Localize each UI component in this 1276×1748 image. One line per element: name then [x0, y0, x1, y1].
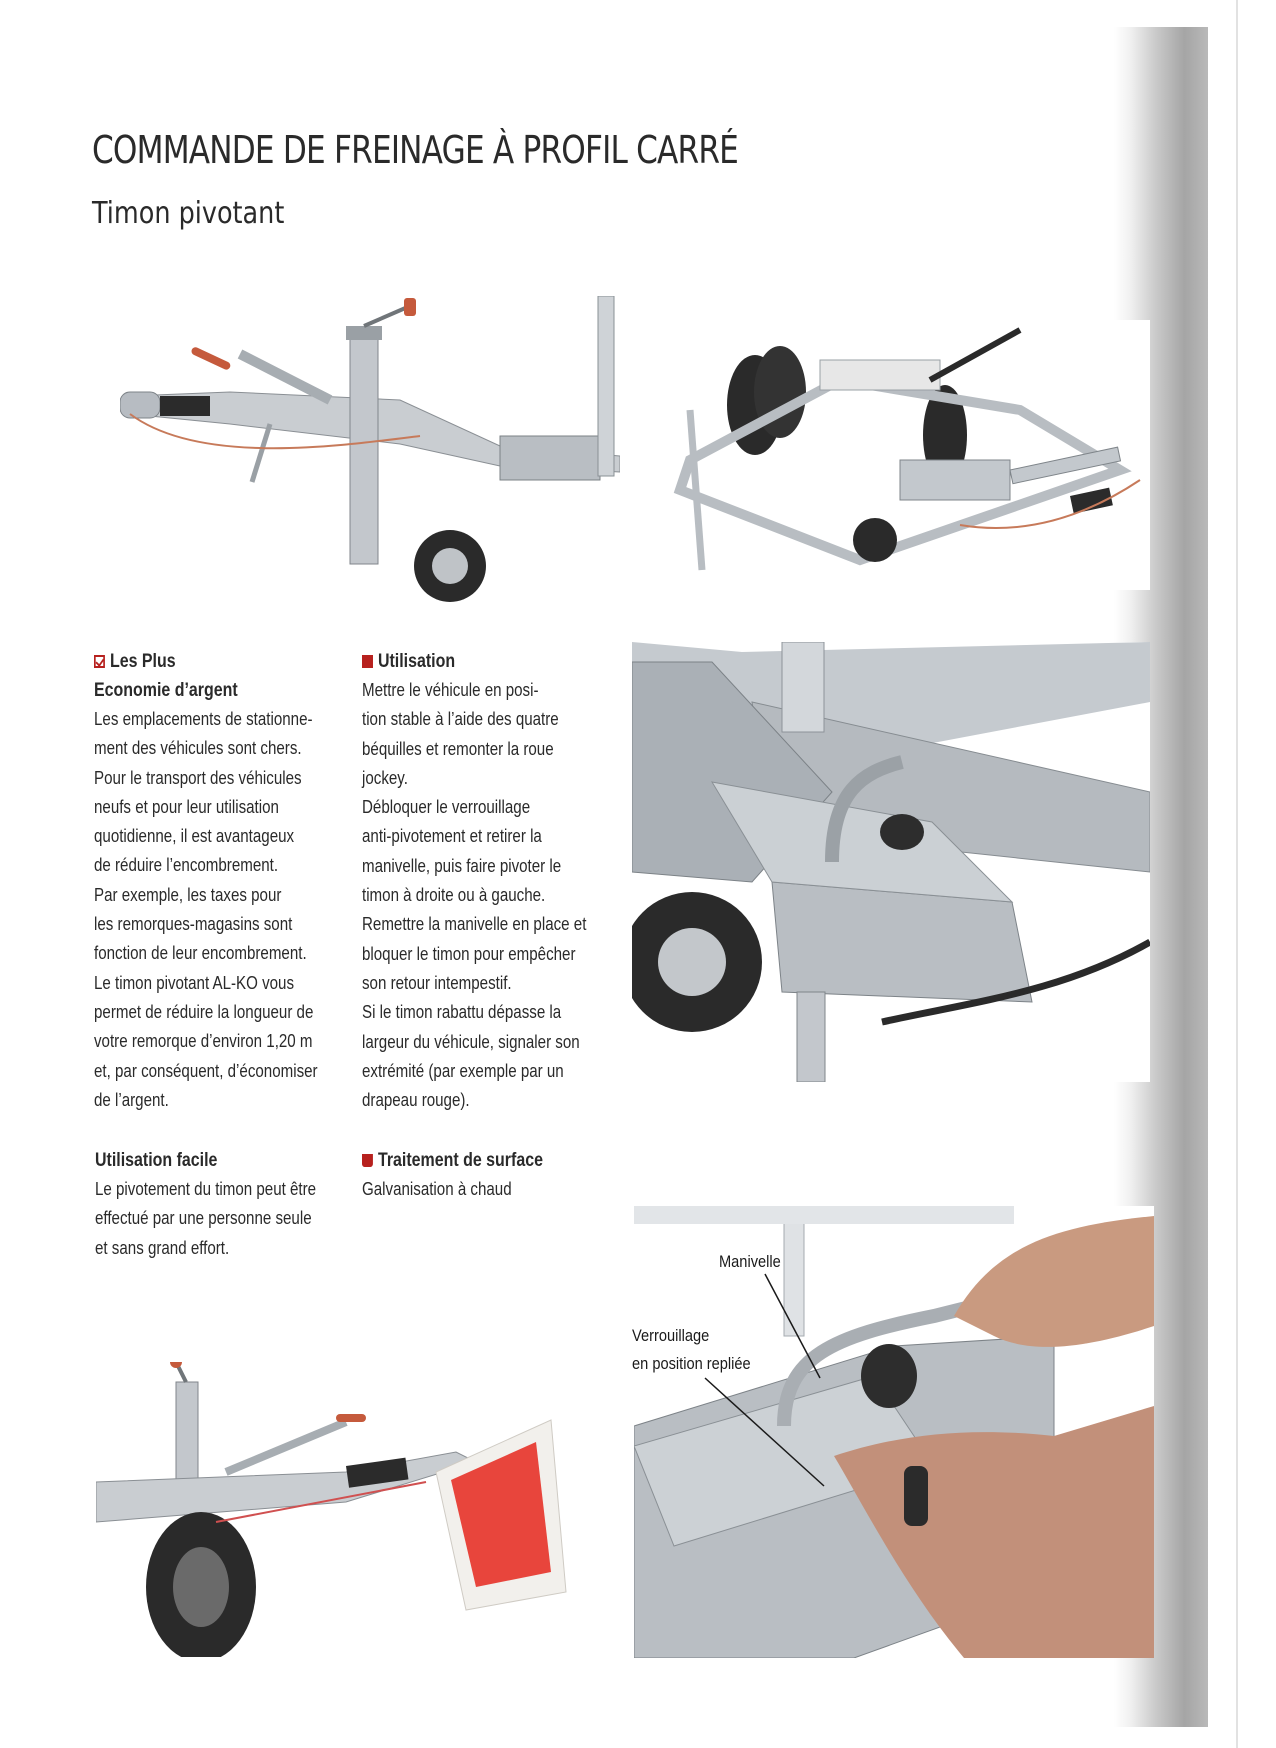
text-line: permet de réduire la longueur de — [94, 1001, 314, 1022]
text-line: Mettre le véhicule en posi- — [362, 680, 539, 700]
callout-verrouillage-line1: Verrouillage — [632, 1326, 710, 1345]
text-line: les remorques-magasins sont — [94, 914, 293, 935]
heading-utilisation: Utilisation — [362, 647, 589, 676]
text-line: jockey. — [362, 767, 408, 788]
text-line: effectué par une personne seule — [95, 1208, 312, 1229]
text-line: fonction de leur encombrement. — [94, 943, 307, 964]
paragraph-utilisation-facile — [95, 1175, 372, 1263]
text-line: Par exemple, les taxes pour — [94, 884, 282, 905]
text-line: béquilles et remonter la roue — [362, 738, 554, 759]
callout-manivelle: Manivelle — [719, 1252, 781, 1271]
page-title: COMMANDE DE FREINAGE À PROFIL CARRÉ — [92, 128, 739, 172]
text-line: tion stable à l’aide des quatre — [362, 709, 559, 730]
scan-edge — [1236, 0, 1238, 1748]
callout-verrouillage-line2: en position repliée — [632, 1354, 751, 1373]
text-line: neufs et pour leur utilisation — [94, 796, 279, 817]
text-line: de l’argent. — [94, 1089, 169, 1110]
photo-pivot-lock-closeup — [632, 642, 1150, 1082]
photo-drawbar-jockey-wheel — [120, 296, 620, 608]
checkbox-icon — [94, 655, 105, 668]
middle-column — [362, 647, 632, 1115]
text-line: et, par conséquent, d’économiser — [94, 1060, 318, 1081]
middle-column-section2 — [362, 1146, 632, 1204]
dip-tank-icon — [362, 1154, 373, 1167]
text-line: Le timon pivotant AL-KO vous — [94, 972, 295, 993]
text-line: Débloquer le verrouillage — [362, 797, 531, 818]
text-line: votre remorque d’environ 1,20 m — [94, 1031, 313, 1052]
text-line: ment des véhicules sont chers. — [94, 738, 302, 759]
text-line: Si le timon rabattu dépasse la — [362, 1002, 562, 1023]
paragraph-economie — [94, 705, 371, 1115]
heading-traitement-surface: Traitement de surface — [362, 1146, 589, 1175]
page-subtitle: Timon pivotant — [92, 196, 285, 231]
heading-les-plus: Les Plus — [94, 647, 321, 676]
photo-hands-operating-crank — [634, 1206, 1154, 1658]
text-line: extrémité (par exemple par un — [362, 1060, 564, 1081]
photo-chassis-frame — [660, 320, 1150, 590]
text-line: manivelle, puis faire pivoter le — [362, 855, 562, 876]
text-line: Les emplacements de stationne- — [94, 709, 313, 729]
paragraph-traitement-surface — [362, 1175, 639, 1204]
text-line: son retour intempestif. — [362, 972, 512, 993]
text-line: Remettre la manivelle en place et — [362, 914, 587, 935]
text-line: Le pivotement du timon peut être — [95, 1179, 317, 1199]
text-line: et sans grand effort. — [95, 1237, 230, 1258]
heading-utilisation-facile: Utilisation facile — [95, 1150, 218, 1171]
photo-drawbar-with-red-flag — [96, 1362, 596, 1657]
callout-verrouillage — [632, 1322, 751, 1378]
hand-icon — [362, 655, 373, 668]
left-column-section2 — [95, 1146, 365, 1263]
text-line: drapeau rouge). — [362, 1090, 470, 1111]
left-column — [94, 647, 364, 1115]
text-line: quotidienne, il est avantageux — [94, 826, 295, 847]
text-line: de réduire l’encombrement. — [94, 855, 279, 876]
subheading-economie: Economie d’argent — [94, 680, 238, 701]
text-line: anti-pivotement et retirer la — [362, 826, 542, 847]
text-line: Pour le transport des véhicules — [94, 767, 302, 788]
text-line: largeur du véhicule, signaler son — [362, 1031, 580, 1052]
text-line: timon à droite ou à gauche. — [362, 885, 546, 906]
text-line: bloquer le timon pour empêcher — [362, 943, 576, 964]
paragraph-utilisation — [362, 676, 639, 1115]
text-line: Galvanisation à chaud — [362, 1179, 512, 1199]
